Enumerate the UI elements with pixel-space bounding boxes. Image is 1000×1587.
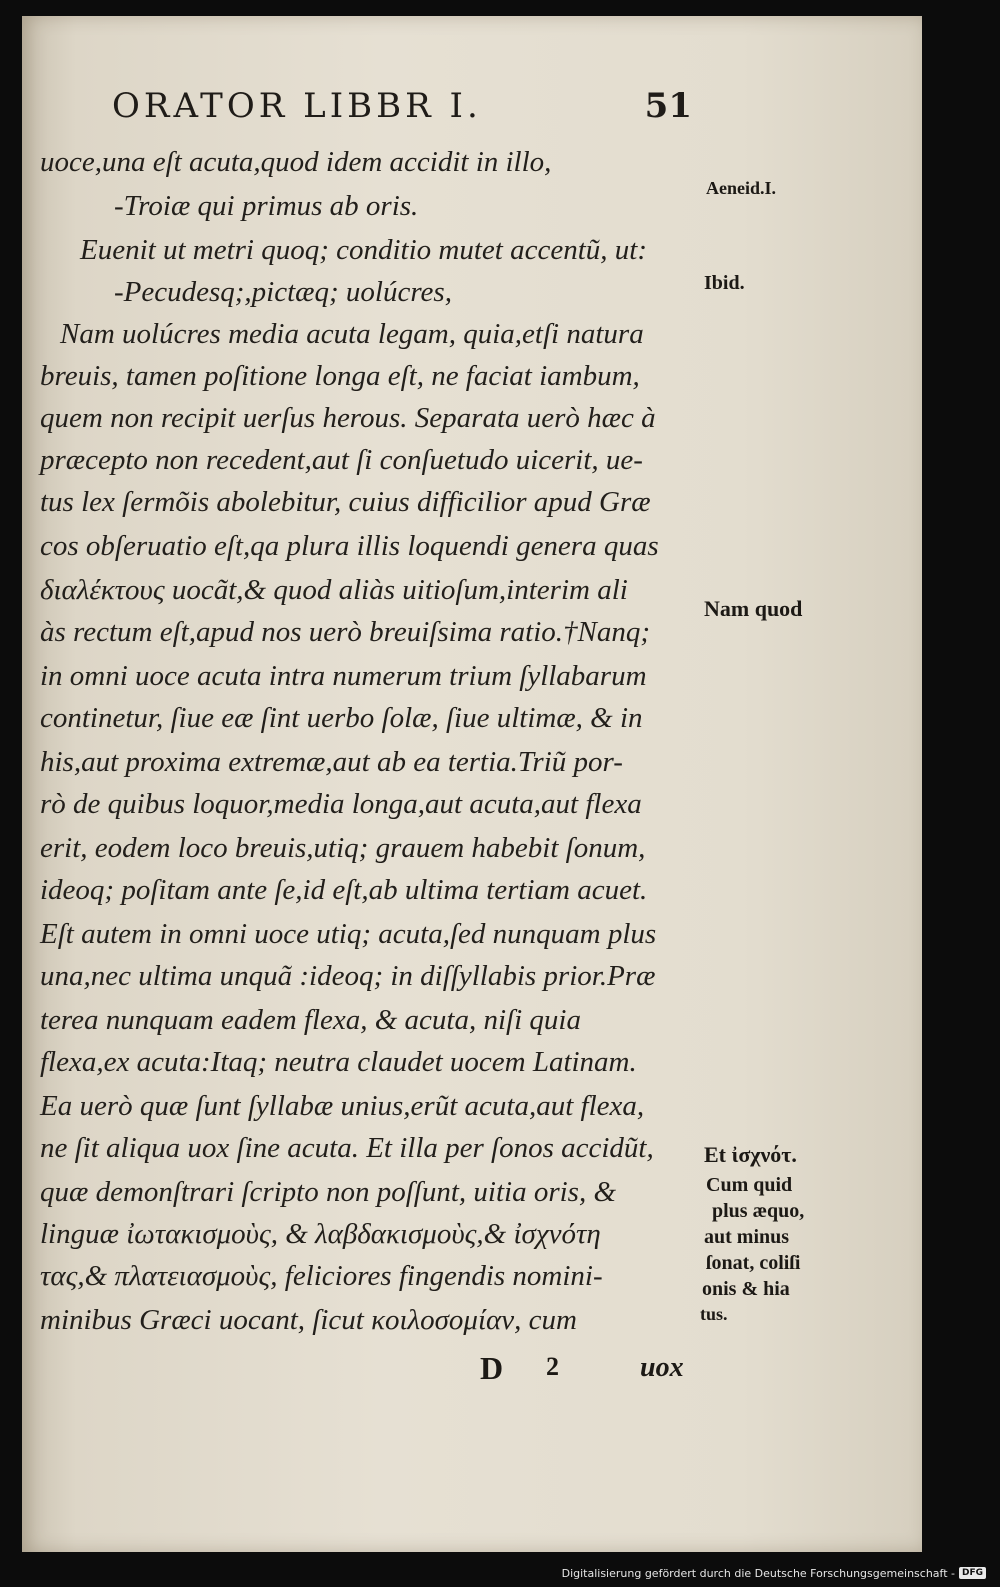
text-line: cos obſeruatio eſt,qa plura illis loquendi genera quas xyxy=(40,530,659,562)
margin-note: aut minus xyxy=(704,1226,790,1248)
text-line: Nam uolúcres media acuta legam, quia,etſi natura xyxy=(60,318,644,350)
running-header xyxy=(112,86,692,146)
margin-note: Ibid. xyxy=(704,272,745,294)
text-line: Euenit ut metri quoq; conditio mutet accentũ, ut: xyxy=(80,234,647,266)
text-line: ideoq; poſitam ante ſe,id eſt,ab ultima tertiam acuet. xyxy=(40,874,648,906)
signature-letter: D xyxy=(480,1350,504,1386)
text-line: rò de quibus loquor,media longa,aut acuta,aut flexa xyxy=(40,788,642,820)
text-line: una,nec ultima unquã :ideoq; in diſſyllabis prior.Præ xyxy=(40,960,656,992)
margin-note: plus æquo, xyxy=(712,1200,805,1222)
signature-number: 2 xyxy=(546,1352,559,1381)
margin-note: Aeneid.I. xyxy=(706,178,777,198)
text-line: continetur, ſiue eæ ſint uerbo ſolæ, ſiue ultimæ, & in xyxy=(40,702,643,734)
text-line: terea nunquam eadem flexa, & acuta, niſi quia xyxy=(40,1004,581,1036)
text-line: tus lex ſermõis abolebitur, cuius difficilior apud Græ xyxy=(40,486,651,518)
text-line: flexa,ex acuta:Itaq; neutra claudet uocem Latinam. xyxy=(40,1046,637,1078)
text-line: minibus Græci uocant, ſicut κοιλοσομίαν, cum xyxy=(40,1304,577,1336)
text-line: linguæ ἰωτακισμοὺς, & λαβδακισμοὺς,& ἰσχνότη xyxy=(40,1218,601,1250)
text-line: τας,& πλατειασμοὺς, feliciores fingendis nomini- xyxy=(40,1260,603,1292)
text-line: -Troiæ qui primus ab oris. xyxy=(114,190,419,222)
folio-number: 51 xyxy=(644,86,692,126)
digitization-credit xyxy=(562,1563,986,1583)
text-line: quem non recipit uerſus herous. Separata uerò hæc à xyxy=(40,402,656,434)
text-line: ne ſit aliqua uox ſine acuta. Et illa per ſonos accidũt, xyxy=(40,1132,654,1164)
text-line: erit, eodem loco breuis,utiq; grauem habebit ſonum, xyxy=(40,832,646,864)
margin-note: Nam quod xyxy=(704,596,803,621)
dfg-logo: DFG xyxy=(959,1567,986,1579)
text-line: præcepto non recedent,aut ſi conſuetudo uicerit, ue- xyxy=(40,444,643,476)
text-line: Ea uerò quæ ſunt ſyllabæ unius,erũt acuta,aut flexa, xyxy=(40,1090,645,1122)
page-footer xyxy=(0,1350,1000,1390)
text-line: uoce,una eſt acuta,quod idem accidit in illo, xyxy=(40,146,552,178)
catchword: uox xyxy=(640,1352,684,1383)
text-line: Eſt autem in omni uoce utiq; acuta,ſed nunquam plus xyxy=(40,918,657,950)
margin-note: Cum quid xyxy=(706,1174,793,1196)
text-line: his,aut proxima extremæ,aut ab ea tertia.Triũ por- xyxy=(40,746,623,778)
credit-text: Digitalisierung gefördert durch die Deutsche Forschungsgemeinschaft - xyxy=(561,1566,955,1580)
margin-note: Et ἰσχνότ. xyxy=(704,1142,797,1167)
text-line: in omni uoce acuta intra numerum trium ſyllabarum xyxy=(40,660,647,692)
margin-note: onis & hia xyxy=(702,1278,790,1300)
text-line: às rectum eſt,apud nos uerò breuiſsima ratio.†Nanq; xyxy=(40,616,651,648)
running-title: ORATOR LIBBR I. xyxy=(112,86,482,126)
text-line: -Pecudesq;,pictæq; uolúcres, xyxy=(114,276,452,308)
margin-note: ſonat, coliſi xyxy=(706,1252,801,1274)
margin-note: tus. xyxy=(700,1304,728,1324)
text-line: διαλέκτους uocãt,& quod aliàs uitioſum,interim ali xyxy=(40,574,628,606)
text-line: breuis, tamen poſitione longa eſt, ne faciat iambum, xyxy=(40,360,640,392)
text-line: quæ demonſtrari ſcripto non poſſunt, uitia oris, & xyxy=(40,1176,617,1208)
